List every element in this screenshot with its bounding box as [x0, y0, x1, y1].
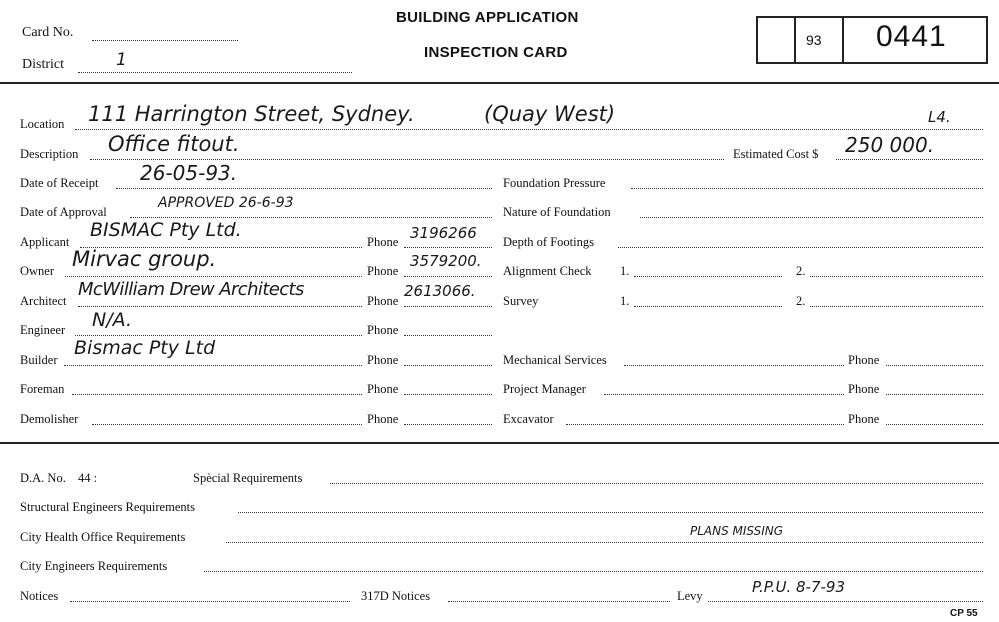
- architect-phone-line: [404, 306, 492, 307]
- excavator-phone-line: [886, 424, 983, 425]
- nature-foundation-line: [640, 217, 983, 218]
- foundation-pressure-line: [631, 188, 983, 189]
- engineer-phone-line: [404, 335, 492, 336]
- details-divider: [0, 442, 999, 444]
- foreman-line: [72, 394, 362, 395]
- estimated-cost-line: [836, 159, 983, 160]
- survey-label: Survey: [503, 294, 539, 308]
- applicant-label: Applicant: [20, 235, 70, 249]
- engineer-phone-label: Phone: [367, 323, 399, 337]
- engineer-label: Engineer: [20, 323, 66, 337]
- location-extra: (Quay West): [484, 102, 616, 126]
- header-divider: [0, 82, 999, 84]
- form-title-line1: BUILDING APPLICATION: [396, 9, 579, 26]
- builder-line: [64, 365, 362, 366]
- city-engineers-label: City Engineers Requirements: [20, 559, 168, 573]
- architect-phone: 2613066.: [404, 282, 476, 300]
- levy-value: P.P.U. 8-7-93: [752, 578, 846, 596]
- survey-1-label: 1.: [620, 294, 630, 308]
- date-receipt-value: 26-05-93.: [140, 161, 238, 185]
- estimated-cost-label: Estimated Cost $: [733, 147, 819, 161]
- engineer-line: [75, 335, 362, 336]
- city-engineers-line: [204, 571, 983, 572]
- project-manager-line: [604, 394, 844, 395]
- form-code: CP 55: [950, 608, 978, 619]
- project-manager-phone-label: Phone: [848, 382, 880, 396]
- owner-phone-line: [404, 276, 492, 277]
- special-requirements-line: [330, 483, 983, 484]
- applicant-phone-line: [404, 247, 492, 248]
- location-value: 111 Harrington Street, Sydney.: [88, 102, 415, 126]
- levy-label: Levy: [677, 589, 703, 603]
- date-approval-label: Date of Approval: [20, 205, 107, 219]
- survey-1-line: [634, 306, 782, 307]
- district-line: [78, 72, 352, 73]
- health-value: PLANS MISSING: [690, 524, 784, 538]
- estimated-cost-value: 250 000.: [845, 133, 935, 157]
- alignment-check-label: Alignment Check: [503, 264, 592, 278]
- special-requirements-label: Spècial Requirements: [193, 471, 303, 485]
- date-receipt-line: [116, 188, 492, 189]
- location-line: [75, 129, 983, 130]
- survey-2-label: 2.: [796, 294, 806, 308]
- excavator-label: Excavator: [503, 412, 554, 426]
- date-approval-line: [130, 217, 492, 218]
- notices-317d-line: [448, 601, 670, 602]
- card-no-line: [92, 40, 238, 41]
- architect-value: McWilliam Drew Architects: [78, 279, 304, 300]
- builder-value: Bismac Pty Ltd: [74, 337, 216, 359]
- project-manager-label: Project Manager: [503, 382, 586, 396]
- foreman-phone-line: [404, 394, 492, 395]
- health-label: City Health Office Requirements: [20, 530, 186, 544]
- engineer-value: N/A.: [92, 309, 133, 331]
- applicant-phone-label: Phone: [367, 235, 399, 249]
- excavator-phone-label: Phone: [848, 412, 880, 426]
- owner-line: [65, 276, 362, 277]
- description-value: Office fitout.: [108, 132, 240, 156]
- form-title-line2: INSPECTION CARD: [424, 44, 568, 61]
- notices-line: [70, 601, 350, 602]
- district-value: 1: [116, 50, 127, 70]
- builder-phone-line: [404, 365, 492, 366]
- demolisher-line: [92, 424, 362, 425]
- notices-317d-label: 317D Notices: [361, 589, 431, 603]
- survey-2-line: [810, 306, 983, 307]
- structural-label: Structural Engineers Requirements: [20, 500, 195, 514]
- depth-footings-line: [618, 247, 983, 248]
- date-receipt-label: Date of Receipt: [20, 176, 99, 190]
- architect-line: [78, 306, 362, 307]
- da-value: 44 :: [78, 471, 98, 485]
- date-approval-value: APPROVED 26-6-93: [158, 195, 294, 211]
- alignment-check-1-line: [634, 276, 782, 277]
- da-label: D.A. No.: [20, 471, 66, 485]
- owner-phone: 3579200.: [410, 252, 482, 270]
- alignment-check-2-label: 2.: [796, 264, 806, 278]
- alignment-check-2-line: [810, 276, 983, 277]
- location-level: L4.: [928, 108, 951, 126]
- architect-phone-label: Phone: [367, 294, 399, 308]
- health-line: [226, 542, 983, 543]
- builder-label: Builder: [20, 353, 58, 367]
- mechanical-phone-label: Phone: [848, 353, 880, 367]
- description-line: [90, 159, 724, 160]
- foreman-label: Foreman: [20, 382, 65, 396]
- mechanical-phone-line: [886, 365, 983, 366]
- mechanical-label: Mechanical Services: [503, 353, 607, 367]
- depth-footings-label: Depth of Footings: [503, 235, 594, 249]
- structural-line: [238, 512, 983, 513]
- card-number: 0441: [876, 20, 947, 53]
- location-label: Location: [20, 117, 65, 131]
- nature-foundation-label: Nature of Foundation: [503, 205, 611, 219]
- project-manager-phone-line: [886, 394, 983, 395]
- applicant-value: BISMAC Pty Ltd.: [90, 219, 242, 241]
- demolisher-phone-label: Phone: [367, 412, 399, 426]
- applicant-phone: 3196266: [410, 224, 477, 242]
- levy-line: [708, 601, 983, 602]
- demolisher-phone-line: [404, 424, 492, 425]
- card-no-label: Card No.: [22, 25, 74, 40]
- excavator-line: [566, 424, 844, 425]
- owner-label: Owner: [20, 264, 55, 278]
- district-label: District: [22, 57, 64, 72]
- mechanical-line: [624, 365, 844, 366]
- foundation-pressure-label: Foundation Pressure: [503, 176, 606, 190]
- foreman-phone-label: Phone: [367, 382, 399, 396]
- architect-label: Architect: [20, 294, 67, 308]
- notices-label: Notices: [20, 589, 59, 603]
- builder-phone-label: Phone: [367, 353, 399, 367]
- card-number-prefix: 93: [806, 32, 822, 48]
- owner-value: Mirvac group.: [72, 247, 217, 271]
- owner-phone-label: Phone: [367, 264, 399, 278]
- description-label: Description: [20, 147, 79, 161]
- demolisher-label: Demolisher: [20, 412, 79, 426]
- card-number-box: [756, 16, 988, 64]
- alignment-check-1-label: 1.: [620, 264, 630, 278]
